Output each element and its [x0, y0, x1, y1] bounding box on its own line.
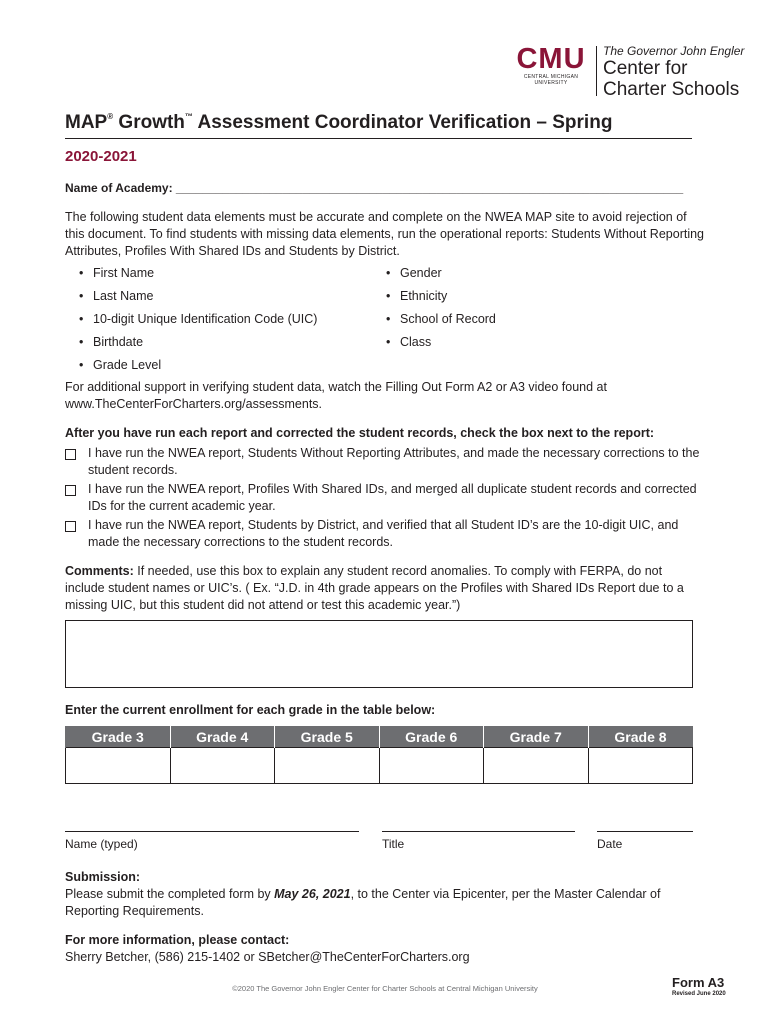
grade-4-enrollment-input[interactable] — [170, 748, 275, 784]
academy-name-blank: ____________________________________________________________________________ — [172, 181, 684, 195]
cmu-logo — [510, 44, 592, 86]
bullet-grade-level: • Grade Level — [79, 357, 161, 373]
checklist-item[interactable] — [65, 517, 705, 551]
title-trademark: ™ — [184, 112, 193, 121]
comments-input[interactable] — [65, 620, 693, 688]
page-title — [65, 112, 612, 134]
grade-header: Grade 6 — [379, 726, 484, 748]
grade-8-enrollment-input[interactable] — [588, 748, 693, 784]
title-rest: Assessment Coordinator Verification – Spring — [192, 112, 613, 133]
title-divider — [65, 138, 692, 139]
support-paragraph: For additional support in verifying student data, watch the Filling Out Form A2 or A3 video found at www.TheCenterForCharters.org/assessments. — [65, 380, 607, 411]
title-registered-mark: ® — [107, 112, 114, 121]
bullet-ethnicity: • Ethnicity — [386, 288, 447, 304]
grade-header: Grade 5 — [275, 726, 380, 748]
grade-5-enrollment-input[interactable] — [275, 748, 380, 784]
contact-info: Sherry Betcher, (586) 215-1402 or SBetcher@TheCenterForCharters.org — [65, 950, 470, 964]
grade-header: Grade 8 — [588, 726, 693, 748]
submission-deadline: May 26, 2021 — [274, 887, 351, 901]
bullet-birthdate: • Birthdate — [79, 334, 143, 350]
cmu-logo-mark: CMU — [516, 43, 586, 75]
checkbox-students-by-district[interactable] — [65, 521, 76, 532]
submission-heading: Submission: — [65, 870, 141, 884]
submission-text-before: Please submit the completed form by — [65, 887, 275, 901]
name-label: Name (typed) — [65, 837, 138, 851]
enrollment-heading: Enter the current enrollment for each grade in the table below: — [65, 703, 436, 717]
bullet-gender: • Gender — [386, 265, 442, 281]
bullet-class: • Class — [386, 334, 431, 350]
bullet-uic: • 10-digit Unique Identification Code (UIC) — [79, 311, 317, 327]
bullet-first-name: • First Name — [79, 265, 154, 281]
grade-header: Grade 3 — [66, 726, 171, 748]
grade-header: Grade 7 — [484, 726, 589, 748]
footer-copyright: ©2020 The Governor John Engler Center for Charter Schools at Central Michigan University — [232, 984, 538, 993]
checklist-item-text: I have run the NWEA report, Students Without Reporting Attributes, and made the necessary corrections to the student records. — [88, 446, 700, 477]
checklist-heading: After you have run each report and corrected the student records, check the box next to the report: — [65, 426, 655, 440]
checklist-item-text: I have run the NWEA report, Students by District, and verified that all Student ID’s are the 10-digit UIC, and made the necessary corrections to the student records. — [88, 518, 679, 549]
checkbox-shared-ids[interactable] — [65, 485, 76, 496]
school-year: 2020-2021 — [65, 148, 137, 165]
grade-7-enrollment-input[interactable] — [484, 748, 589, 784]
submission-text-after: , to the Center via Epicenter, per the Master Calendar of Reporting Requirements. — [65, 887, 661, 918]
name-signature-line[interactable] — [65, 831, 359, 832]
cmu-logo-subtitle-1: CENTRAL MICHIGAN — [523, 74, 579, 80]
revised-date: Revised June 2020 — [672, 991, 726, 997]
checklist-item-text: I have run the NWEA report, Profiles With Shared IDs, and merged all duplicate student records and corrected IDs for the current academic year. — [88, 482, 697, 513]
intro-paragraph: The following student data elements must be accurate and complete on the NWEA MAP site to avoid rejection of this document. To find students with missing data elements, run the operational reports: Students Without Reporting Attributes, Profiles With Shared IDs and Students by District. — [65, 210, 705, 258]
submission-paragraph — [65, 886, 705, 920]
center-name-line2: Center for — [603, 58, 688, 79]
academy-name-field[interactable] — [65, 181, 692, 195]
comments-text: If needed, use this box to explain any student record anomalies. To comply with FERPA, do not include student names or UIC’s. ( Ex. “J.D. in 4th grade appears on the Profiles with Shared IDs Report due to a missing UIC, but this student did not attend or test this academic year.”) — [65, 564, 684, 612]
comments-label: Comments: — [65, 564, 134, 578]
grade-header: Grade 4 — [170, 726, 275, 748]
center-name-line3: Charter Schools — [603, 79, 740, 100]
academy-name-label: Name of Academy: — [65, 181, 173, 195]
checkbox-reporting-attributes[interactable] — [65, 449, 76, 460]
date-label: Date — [597, 837, 623, 851]
form-id: Form A3 — [672, 975, 725, 990]
center-logo-text — [603, 44, 744, 100]
title-label: Title — [382, 837, 405, 851]
table-row — [66, 748, 693, 784]
bullet-school-of-record: • School of Record — [386, 311, 496, 327]
title-growth: Growth — [113, 112, 185, 133]
date-signature-line[interactable] — [597, 831, 693, 832]
checklist-item[interactable] — [65, 481, 705, 515]
center-name-line1: The Governor John Engler — [603, 44, 745, 58]
contact-heading: For more information, please contact: — [65, 933, 290, 947]
logo-divider — [596, 46, 597, 96]
enrollment-table — [65, 726, 693, 784]
title-signature-line[interactable] — [382, 831, 575, 832]
title-map: MAP — [65, 112, 108, 133]
grade-3-enrollment-input[interactable] — [66, 748, 171, 784]
cmu-logo-subtitle-2: UNIVERSITY — [534, 80, 568, 86]
checklist-item[interactable] — [65, 445, 705, 479]
bullet-last-name: • Last Name — [79, 288, 153, 304]
comments-paragraph — [65, 563, 705, 614]
grade-6-enrollment-input[interactable] — [379, 748, 484, 784]
